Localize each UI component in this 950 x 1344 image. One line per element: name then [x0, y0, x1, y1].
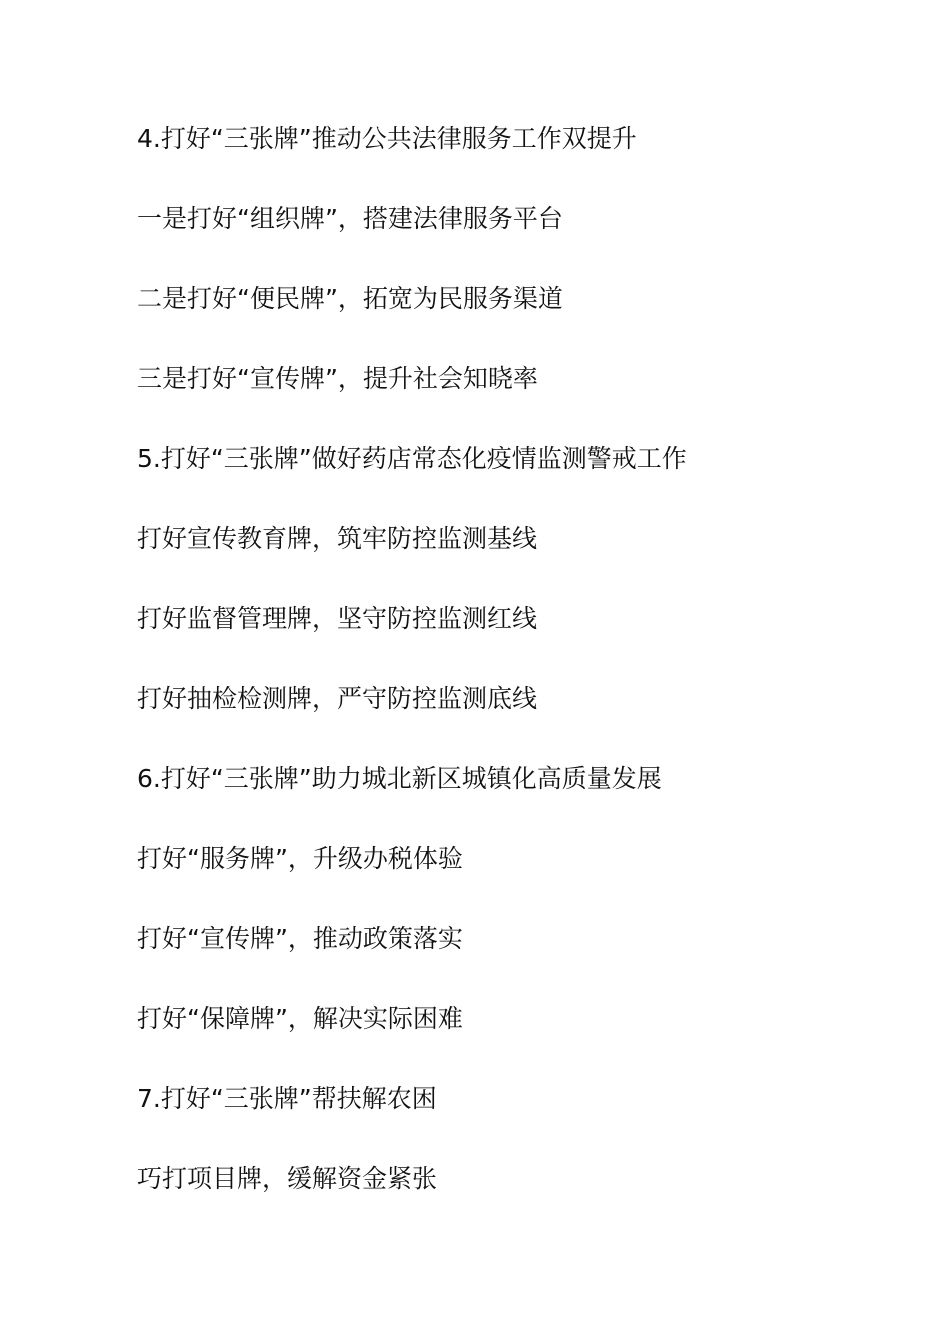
- list-item-policy: 打好“宣传牌”，推动政策落实: [137, 924, 463, 953]
- section-heading-6: 6.打好“三张牌”助力城北新区城镇化高质量发展: [137, 764, 662, 793]
- list-item-service: 打好“服务牌”，升级办税体验: [137, 844, 463, 873]
- section-heading-7: 7.打好“三张牌”帮扶解农困: [137, 1084, 437, 1113]
- section-heading-5: 5.打好“三张牌”做好药店常态化疫情监测警戒工作: [137, 444, 687, 473]
- list-item-project: 巧打项目牌，缓解资金紧张: [137, 1164, 438, 1193]
- list-item-education: 打好宣传教育牌，筑牢防控监测基线: [137, 524, 538, 553]
- list-item-inspection: 打好抽检检测牌，严守防控监测底线: [137, 684, 538, 713]
- list-item-supervision: 打好监督管理牌，坚守防控监测红线: [137, 604, 538, 633]
- list-item-guarantee: 打好“保障牌”，解决实际困难: [137, 1004, 463, 1033]
- list-item-convenience: 二是打好“便民牌”，拓宽为民服务渠道: [137, 284, 563, 313]
- section-heading-4: 4.打好“三张牌”推动公共法律服务工作双提升: [137, 124, 637, 153]
- list-item-publicity: 三是打好“宣传牌”，提升社会知晓率: [137, 364, 538, 393]
- list-item-organization: 一是打好“组织牌”，搭建法律服务平台: [137, 204, 563, 233]
